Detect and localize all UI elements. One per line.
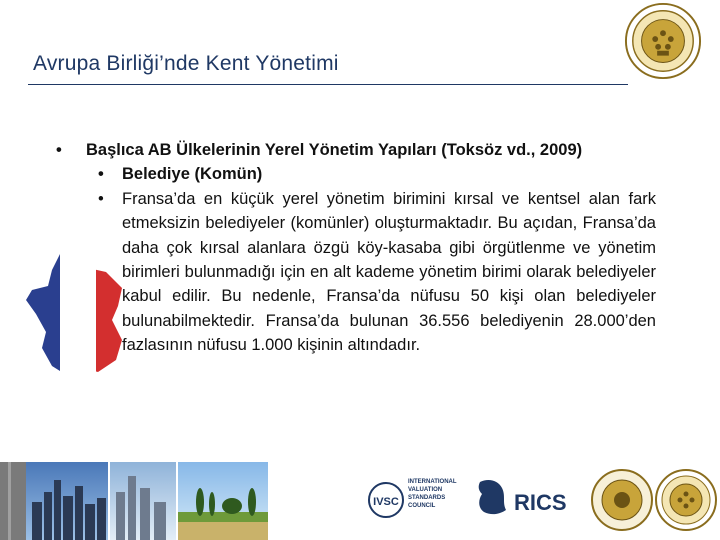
sub-bullet-fransa [56,187,656,358]
slide-title: Avrupa Birliği’nde Kent Yönetimi [33,52,339,75]
footer-seal-left-icon [590,466,654,534]
sub-bullet-belediye-text: Belediye (Komün) [122,165,263,184]
bullet-marker: • [98,189,104,208]
main-bullet [56,138,656,162]
rics-lion-icon [474,466,584,534]
ankara-university-seal-icon [624,2,702,80]
main-bullet-text: Başlıca AB Ülkelerinin Yerel Yönetim Yapıları (Toksöz vd., 2009) [86,141,583,159]
rics-logo-label: RICS [514,490,567,515]
footer-seal-right-icon [654,466,718,534]
bullet-marker: • [56,141,62,159]
ivsc-logo-text: INTERNATIONAL VALUATION STANDARDS COUNCIL [408,479,457,509]
ivsc-logo-label: IVSC [373,496,399,508]
sub-bullet-fransa-text: Fransa’da en küçük yerel yönetim birimini kırsal ve kentsel alan fark etmeksizin belediyeler (komünler) oluşturmaktadır. Bu açıdan, Fransa’da daha çok kırsal alanlara özgü köy-kasaba gibi örgütlenme ve yönetim birimleri bulunmadığı için en alt kademe yönetim birimi olarak belediyeler kabul edilir. Bu nedenle, Fransa’da nüfusu 50 kişi olan belediyeler bulunabilmektedir. Fransa’da bulunan 36.556 belediyenin 28.000’den fazlasının nüfusu 1.000 kişinin altındadır. [122,189,656,355]
slide-body [56,138,656,358]
france-flag-map-icon [22,248,132,388]
sub-bullet-belediye [56,162,656,186]
rics-logo [474,466,584,534]
title-divider [28,84,628,85]
ivsc-logo-icon [366,466,470,534]
ivsc-logo [366,466,470,534]
bullet-marker: • [98,165,104,184]
